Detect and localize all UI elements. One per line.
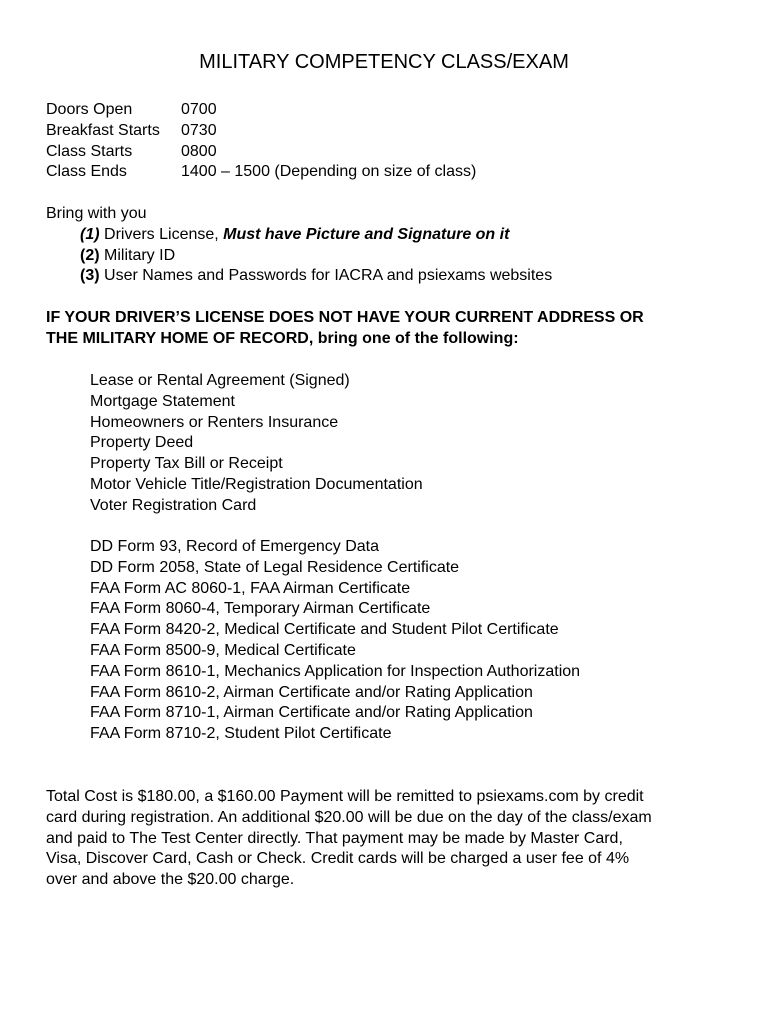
list-item: FAA Form 8710-1, Airman Certificate and/or Rating Application [90, 704, 533, 722]
list-item: FAA Form AC 8060-1, FAA Airman Certificate [90, 579, 411, 597]
list-item: Property Deed [90, 434, 194, 452]
cost-line: and paid to The Test Center directly. That payment may be made by Master Card, [46, 829, 623, 847]
bring-with-you-section [46, 204, 552, 287]
address-documents-list [90, 371, 423, 517]
warning-line: IF YOUR DRIVER’S LICENSE DOES NOT HAVE YOUR CURRENT ADDRESS OR [46, 309, 644, 326]
list-item: DD Form 2058, State of Legal Residence Certificate [90, 558, 460, 576]
schedule-time: 1400 – 1500 (Depending on size of class) [181, 163, 477, 181]
page-title: MILITARY COMPETENCY CLASS/EXAM [199, 51, 569, 73]
bring-heading: Bring with you [46, 205, 147, 222]
item-number: (1) [80, 225, 100, 243]
item-text: User Names and Passwords for IACRA and psiexams websites [99, 267, 553, 285]
schedule-row [46, 121, 476, 142]
list-item: Lease or Rental Agreement (Signed) [90, 372, 350, 389]
list-item: FAA Form 8420-2, Medical Certificate and Student Pilot Certificate [90, 621, 559, 639]
item-text: Military ID [99, 246, 176, 264]
list-item: DD Form 93, Record of Emergency Data [90, 538, 379, 555]
schedule-table [46, 100, 476, 183]
schedule-label: Class Starts [46, 142, 133, 160]
address-warning [46, 308, 726, 350]
schedule-row [46, 162, 476, 183]
schedule-time: 0800 [181, 142, 217, 160]
schedule-time: 0730 [181, 121, 217, 139]
item-emphasis: Must have Picture and Signature on it [223, 225, 510, 243]
list-item: FAA Form 8500-9, Medical Certificate [90, 641, 356, 659]
list-item: FAA Form 8610-2, Airman Certificate and/or Rating Application [90, 683, 533, 701]
schedule-row [46, 100, 476, 121]
item-text: Drivers License, [99, 225, 224, 243]
list-item: FAA Form 8710-2, Student Pilot Certificate [90, 725, 392, 743]
cost-line: Total Cost is $180.00, a $160.00 Payment will be remitted to psiexams.com by credit [46, 788, 644, 805]
list-item: Property Tax Bill or Receipt [90, 455, 283, 473]
bring-item [46, 266, 552, 287]
schedule-row [46, 142, 476, 163]
item-number: (3) [80, 267, 100, 285]
cost-line: over and above the $20.00 charge. [46, 871, 295, 889]
list-item: FAA Form 8610-1, Mechanics Application for Inspection Authorization [90, 662, 581, 680]
forms-list [90, 537, 580, 745]
schedule-label: Breakfast Starts [46, 121, 160, 139]
list-item: FAA Form 8060-4, Temporary Airman Certificate [90, 600, 431, 618]
schedule-label: Class Ends [46, 163, 127, 181]
list-item: Homeowners or Renters Insurance [90, 413, 339, 431]
cost-line: Visa, Discover Card, Cash or Check. Credit cards will be charged a user fee of 4% [46, 850, 630, 868]
cost-paragraph [46, 787, 731, 891]
schedule-label: Doors Open [46, 101, 133, 118]
list-item: Motor Vehicle Title/Registration Documentation [90, 475, 423, 493]
list-item: Voter Registration Card [90, 496, 257, 514]
list-item: Mortgage Statement [90, 392, 235, 410]
warning-line: THE MILITARY HOME OF RECORD, bring one of the following: [46, 329, 519, 347]
cost-line: card during registration. An additional $20.00 will be due on the day of the class/exam [46, 808, 652, 826]
bring-item [46, 225, 552, 246]
schedule-time: 0700 [181, 101, 217, 118]
item-number: (2) [80, 246, 100, 264]
bring-item [46, 246, 552, 267]
